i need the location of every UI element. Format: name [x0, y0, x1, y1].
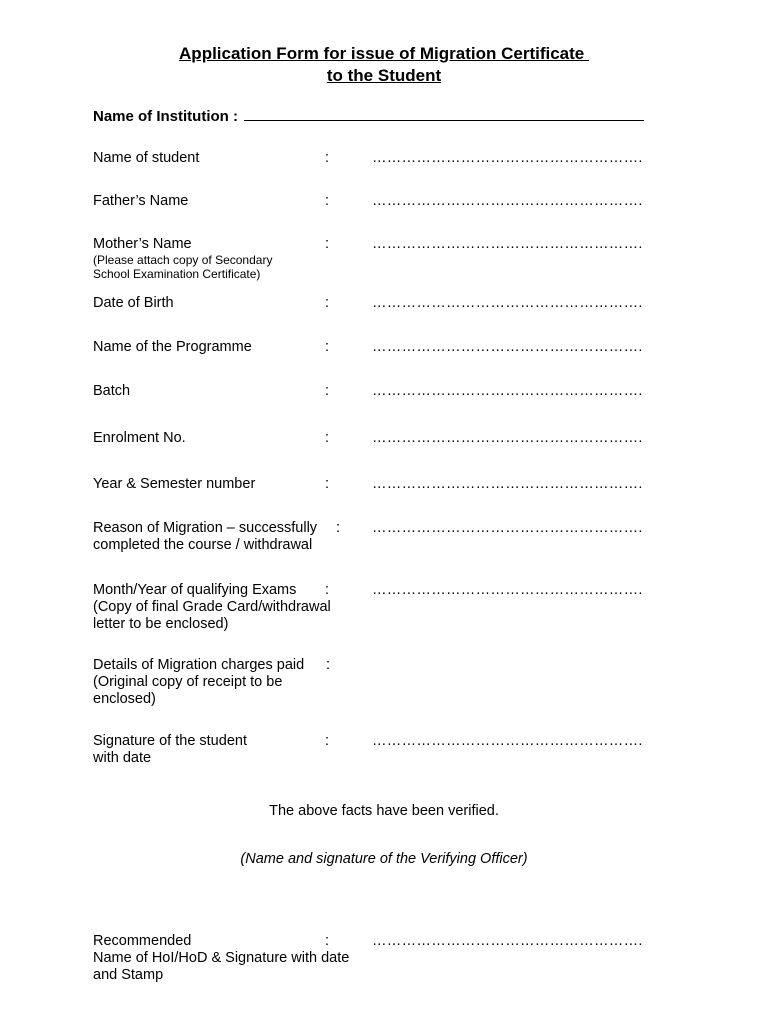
institution-label: Name of Institution : [93, 108, 238, 125]
field-label [93, 430, 363, 447]
recommended-label-text: Recommended Name of HoI/HoD & Signature with date and Stamp [93, 933, 350, 983]
form-title-line2: to the Student [326, 66, 442, 85]
institution-underline-field[interactable] [244, 106, 644, 121]
field-label [93, 339, 363, 356]
field-label [93, 150, 363, 167]
dotted-entry-field[interactable]: ………………………………………………. [372, 476, 643, 492]
field-label-text: Month/Year of qualifying Exams (Copy of final Grade Card/withdrawal letter to be enclosed) [93, 582, 331, 632]
dotted-entry-field[interactable]: ………………………………………………. [372, 733, 643, 749]
institution-row [93, 106, 644, 125]
field-label-text: Batch [93, 383, 131, 399]
field-label [93, 733, 363, 767]
field-colon: : [325, 236, 330, 252]
field-label [93, 295, 363, 312]
field-label-text: Year & Semester number [93, 476, 256, 492]
dotted-entry-field[interactable]: ………………………………………………. [372, 520, 643, 536]
field-label-text: Date of Birth [93, 295, 174, 311]
field-label-text: Father’s Name [93, 193, 189, 209]
field-colon: : [325, 476, 330, 492]
field-label-text: Signature of the student with date [93, 733, 247, 766]
dotted-entry-field[interactable]: ………………………………………………. [372, 339, 643, 355]
field-label [93, 476, 363, 493]
field-label-text: Details of Migration charges paid (Original copy of receipt to be enclosed) [93, 657, 305, 707]
field-colon: : [325, 295, 330, 311]
field-colon: : [325, 339, 330, 355]
field-colon: : [325, 733, 330, 749]
field-colon: : [325, 582, 330, 598]
field-label-text: Name of the Programme [93, 339, 252, 355]
dotted-entry-field[interactable]: ………………………………………………. [372, 383, 643, 399]
field-colon: : [325, 193, 330, 209]
field-label [93, 383, 363, 400]
field-label-text: Enrolment No. [93, 430, 186, 446]
verified-statement: The above facts have been verified. [269, 803, 499, 819]
dotted-entry-field[interactable]: ………………………………………………. [372, 582, 643, 598]
dotted-entry-field[interactable]: ………………………………………………. [372, 295, 643, 311]
dotted-entry-field[interactable]: ………………………………………………. [372, 193, 643, 209]
field-label-text: Reason of Migration – successfully completed the course / withdrawal [93, 520, 318, 553]
field-label [93, 657, 363, 708]
recommended-dotted-field[interactable]: ………………………………………………. [372, 933, 643, 949]
field-colon: : [325, 430, 330, 446]
field-label-text: Mother’s Name [93, 236, 192, 252]
field-label [93, 582, 363, 633]
field-label-text: Name of student [93, 150, 200, 166]
dotted-entry-field[interactable]: ………………………………………………. [372, 236, 643, 252]
field-note: (Please attach copy of Secondary School Examination Certificate) [93, 253, 273, 281]
field-colon: : [325, 383, 330, 399]
field-colon: : [336, 520, 341, 536]
form-title-line1: Application Form for issue of Migration Certificate [179, 44, 589, 63]
recommended-label [93, 933, 363, 984]
field-colon: : [326, 657, 331, 673]
dotted-entry-field[interactable]: ………………………………………………. [372, 430, 643, 446]
field-label [93, 193, 363, 210]
field-colon: : [325, 150, 330, 166]
field-label [93, 520, 363, 554]
dotted-entry-field[interactable]: ………………………………………………. [372, 150, 643, 166]
verifying-officer-caption: (Name and signature of the Verifying Officer) [240, 851, 528, 867]
field-label [93, 236, 363, 281]
recommended-colon: : [325, 933, 330, 949]
